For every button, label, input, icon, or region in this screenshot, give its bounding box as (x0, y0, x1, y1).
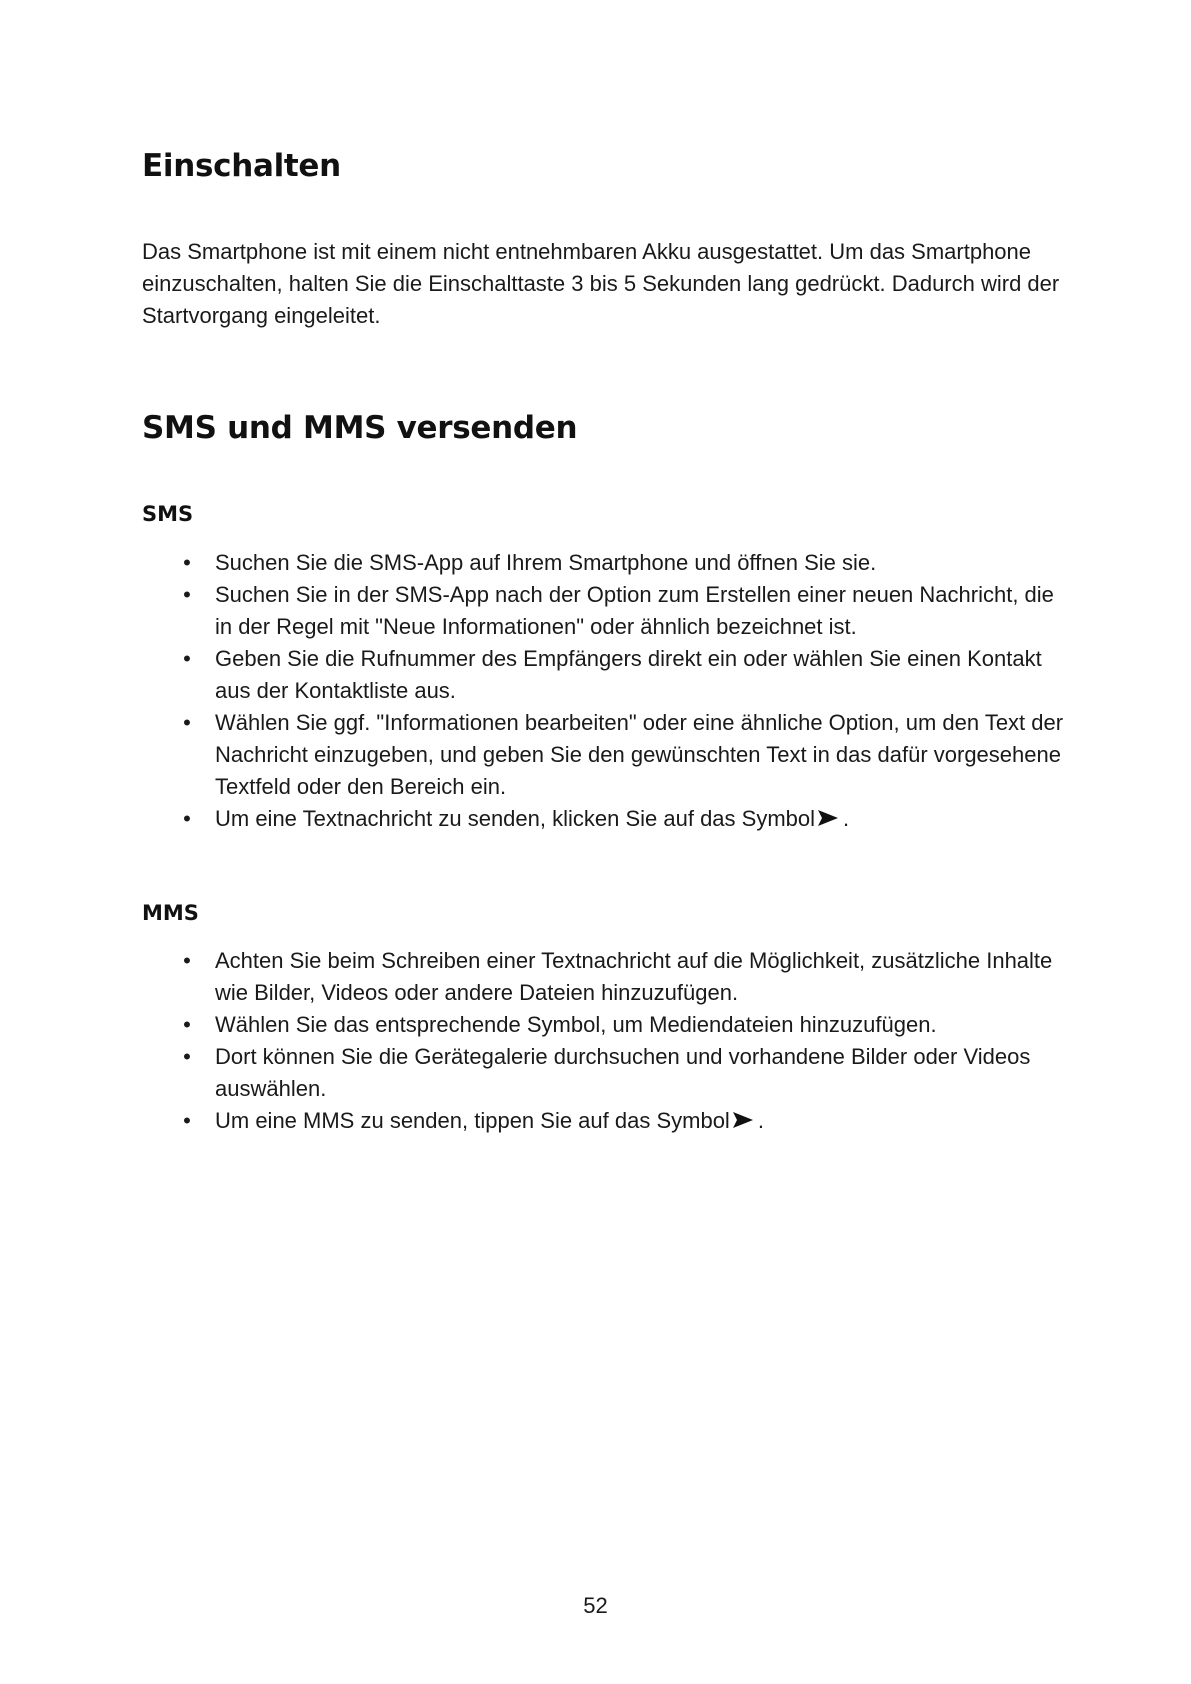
list-item (142, 945, 1072, 1009)
bullet-icon: • (183, 710, 191, 735)
bullet-icon: • (183, 1012, 191, 1037)
list-item (142, 1009, 1072, 1041)
list-item-text: Dort können Sie die Gerätegalerie durchsuchen und vorhandene Bilder oder Videos auswählen. (215, 1044, 1031, 1101)
list-item-text: Achten Sie beim Schreiben einer Textnachricht auf die Möglichkeit, zusätzliche Inhalte wie Bilder, Videos oder andere Dateien hinzuzufügen. (215, 948, 1053, 1005)
list-item (142, 803, 1072, 835)
list-item (142, 643, 1072, 707)
list-item-text: Wählen Sie das entsprechende Symbol, um Mediendateien hinzuzufügen. (215, 1012, 937, 1037)
bullet-icon: • (183, 806, 191, 831)
sms-steps-list (142, 547, 1072, 835)
mms-steps-list (142, 945, 1072, 1137)
list-item-text: Wählen Sie ggf. "Informationen bearbeiten" oder eine ähnliche Option, um den Text der Nachricht einzugeben, und geben Sie den gewünschten Text in das dafür vorgesehene Textfeld oder den Bereich ein. (215, 710, 1064, 799)
page-number: 52 (583, 1593, 608, 1618)
subheading-sms: SMS (142, 502, 194, 526)
bullet-icon: • (183, 948, 191, 973)
bullet-icon: • (183, 582, 191, 607)
list-item-text: Um eine MMS zu senden, tippen Sie auf das Symbol (215, 1108, 730, 1133)
list-item (142, 707, 1072, 803)
send-arrow-icon (817, 809, 839, 827)
heading-einschalten: Einschalten (142, 148, 341, 184)
list-item (142, 547, 1072, 579)
list-item-text: Suchen Sie die SMS-App auf Ihrem Smartphone und öffnen Sie sie. (215, 550, 877, 575)
bullet-icon: • (183, 1044, 191, 1069)
list-item (142, 1105, 1072, 1137)
bullet-icon: • (183, 646, 191, 671)
send-arrow-icon (732, 1111, 754, 1129)
paragraph-einschalten: Das Smartphone ist mit einem nicht entnehmbaren Akku ausgestattet. Um das Smartphone einzuschalten, halten Sie die Einschalttaste 3 bis 5 Sekunden lang gedrückt. Dadurch wird der Startvorgang eingeleitet. (142, 239, 1060, 328)
list-item-text: Suchen Sie in der SMS-App nach der Option zum Erstellen einer neuen Nachricht, die in der Regel mit "Neue Informationen" oder ähnlich bezeichnet ist. (215, 582, 1054, 639)
list-item (142, 1041, 1072, 1105)
bullet-icon: • (183, 550, 191, 575)
subheading-mms: MMS (142, 901, 199, 925)
list-item-suffix: . (757, 1108, 764, 1133)
bullet-icon: • (183, 1108, 191, 1133)
list-item-suffix: . (843, 806, 850, 831)
list-item-text: Geben Sie die Rufnummer des Empfängers direkt ein oder wählen Sie einen Kontakt aus der Kontaktliste aus. (215, 646, 1042, 703)
heading-sms-mms-versenden: SMS und MMS versenden (142, 410, 578, 446)
list-item-text: Um eine Textnachricht zu senden, klicken Sie auf das Symbol (215, 806, 816, 831)
list-item (142, 579, 1072, 643)
